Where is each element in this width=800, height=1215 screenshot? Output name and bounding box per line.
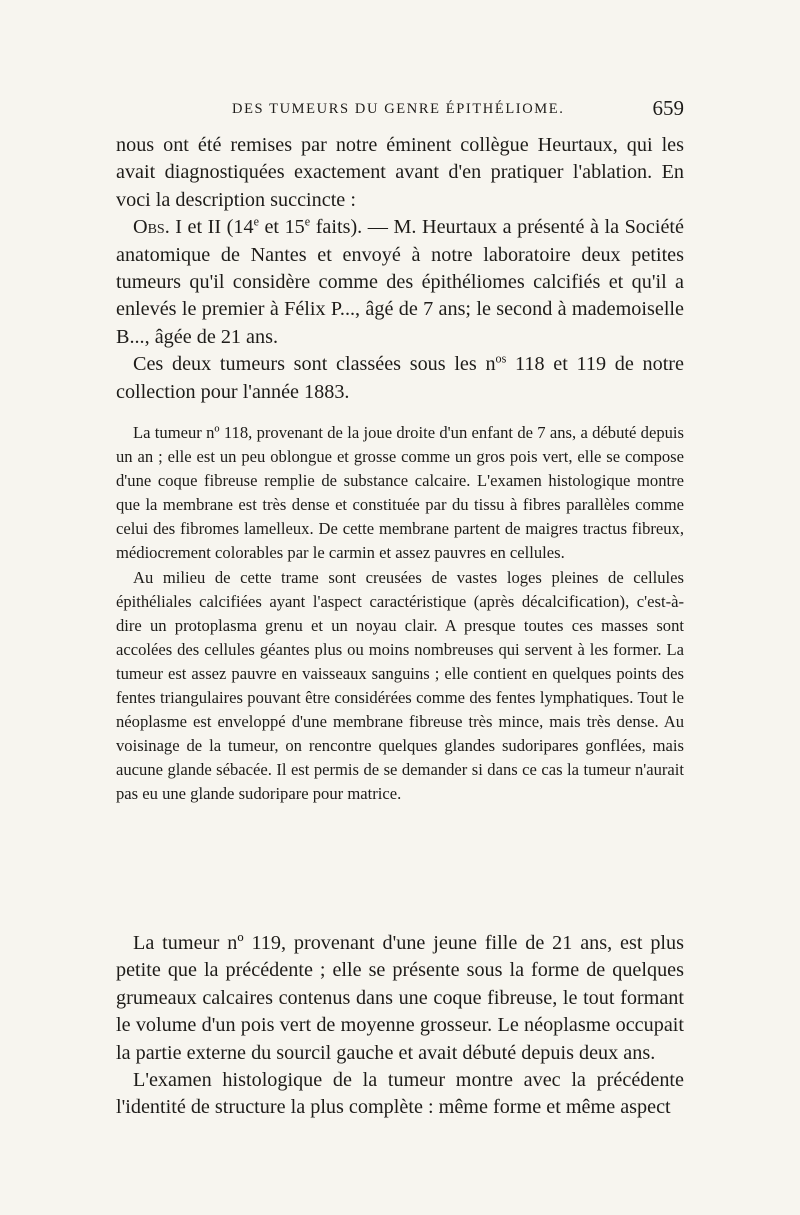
page-header xyxy=(116,96,684,122)
ordinal-sup-1: e xyxy=(253,214,259,229)
classification-end: 118 et 119 de notre collection pour l'année 1883. xyxy=(116,353,684,403)
numero-sup: os xyxy=(495,351,507,366)
tumor-118-section xyxy=(116,421,684,807)
obs-label: Obs. xyxy=(133,216,170,239)
classification-start: Ces deux tumeurs sont classées sous les n xyxy=(133,353,496,376)
intro-paragraph: nous ont été remises par notre éminent collègue Heurtaux, qui les avait diagnostiquées exactement avant d'en pratiquer l'ablation. En voci la description succincte : xyxy=(116,134,684,211)
tumor-118-paragraph-1: La tumeur nº 118, provenant de la joue droite d'un enfant de 7 ans, a débuté depuis un an ; elle est un peu oblongue et grosse comme un gros pois vert, elle se compose d'une coque fibreuse remplie de substance calcaire. L'examen histologique montre que la membrane est très dense et constituée par du tissu à fibres parallèles comme celui des fibromes lamelleux. De cette membrane partent de maigres tractus fibreux, médiocrement colorables par le carmin et assez pauvres en cellules. xyxy=(116,423,684,563)
observation-paragraph xyxy=(116,214,684,351)
obs-text: faits). — M. Heurtaux a présenté à la Société anatomique de Nantes et envoyé à notre laboratoire deux petites tumeurs qu'il considère comme des épithéliomes calcifiés et qu'il a enlevés le premier à Félix P..., âgé de 7 ans; le second à mademoiselle B..., âgée de 21 ans. xyxy=(116,216,684,348)
page-number: 659 xyxy=(652,96,684,120)
tumor-119-paragraph-1: La tumeur nº 119, provenant d'une jeune fille de 21 ans, est plus petite que la précédente ; elle se présente sous la forme de quelques grumeaux calcaires contenus dans une coque fibreuse, le tout formant le volume d'un pois vert de moyenne grosseur. Le néoplasme occupait la partie externe du sourcil gauche et avait débuté depuis deux ans. xyxy=(116,932,684,1064)
tumor-118-paragraph-2: Au milieu de cette trame sont creusées de vastes loges pleines de cellules épithéliales calcifiées ayant l'aspect caractéristique (après décalcification), c'est-à-dire un protoplasma grenu et un noyau clair. A presque toutes ces masses sont accolées des cellules géantes plus ou moins nombreuses qui servent à les former. La tumeur est assez pauvre en vaisseaux sanguins ; elle contient en quelques points des fentes triangulaires pouvant être considérées comme des fentes lymphatiques. Tout le néoplasme est enveloppé d'une membrane fibreuse très mince, mais très dense. Au voisinage de la tumeur, on rencontre quelques glandes sudoripares gonflées, mais aucune glande sébacée. Il est permis de se demander si dans ce cas la tumeur n'aurait pas eu une glande sudoripare pour matrice. xyxy=(116,567,684,804)
classification-paragraph xyxy=(116,351,684,406)
intro-section xyxy=(116,132,684,406)
running-title: DES TUMEURS DU GENRE ÉPITHÉLIOME. xyxy=(232,101,565,117)
ordinal-sup-2: e xyxy=(304,214,311,229)
tumor-119-paragraph-2: L'examen histologique de la tumeur montre avec la précédente l'identité de structure la plus complète : même forme et même aspect xyxy=(116,1069,684,1119)
obs-numbers: I et II (14 xyxy=(175,216,254,239)
obs-mid: et 15 xyxy=(258,216,305,239)
tumor-119-section xyxy=(116,930,684,1122)
